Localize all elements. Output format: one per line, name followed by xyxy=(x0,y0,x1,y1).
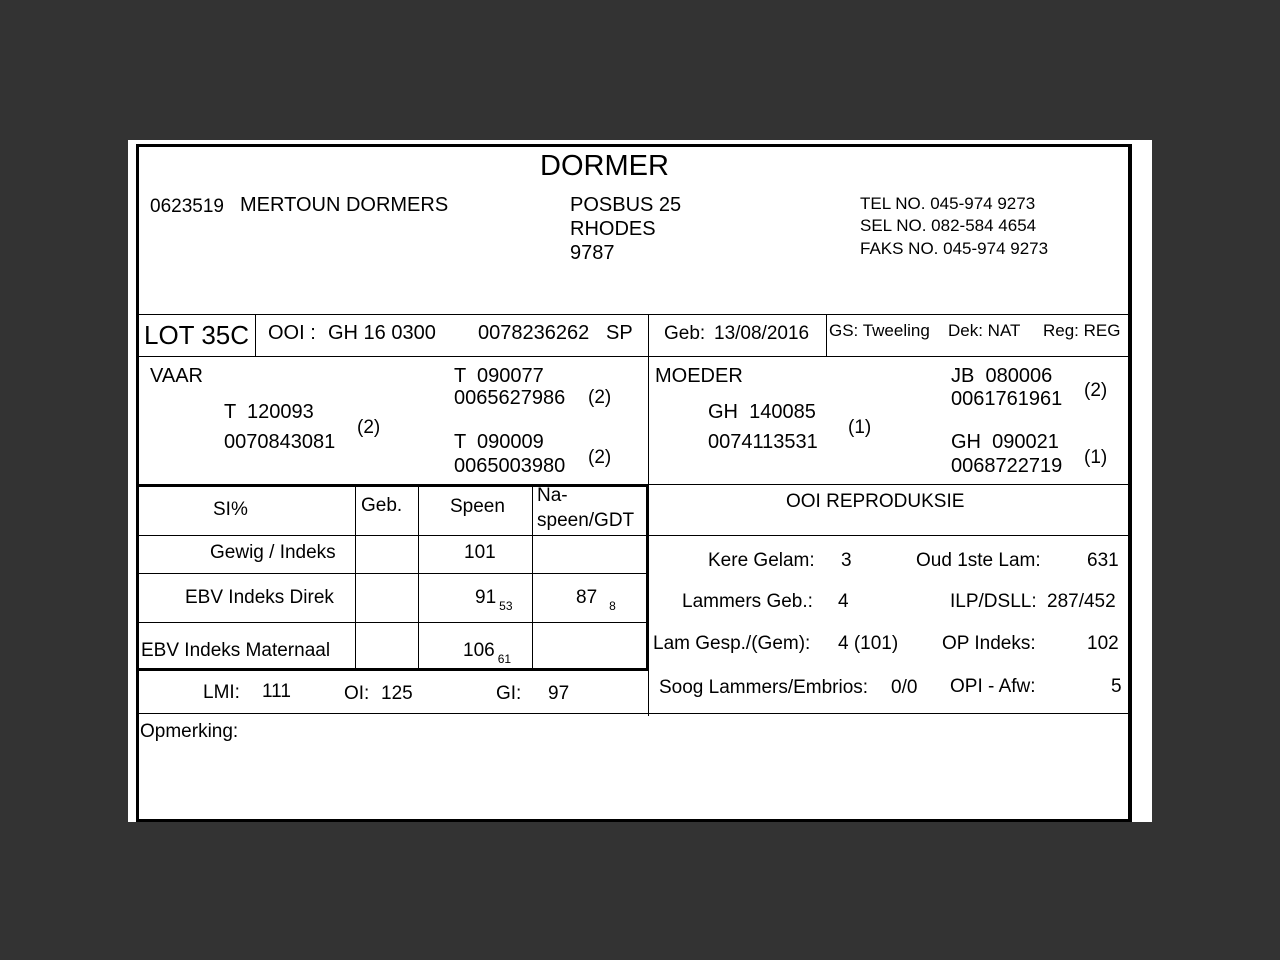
si-col-line-3 xyxy=(532,484,533,670)
si-row-line-2 xyxy=(138,573,648,574)
op-label: OP Indeks: xyxy=(942,633,1036,654)
si-row-speen-value: 106 xyxy=(463,640,495,661)
frame-left xyxy=(136,144,139,822)
si-header-speen-gdt: speen/GDT xyxy=(537,510,635,531)
address-line-3: 9787 xyxy=(570,242,615,264)
dam-id: GH 140085 xyxy=(708,401,816,423)
remarks-label: Opmerking: xyxy=(140,721,239,742)
vaar-label: VAAR xyxy=(150,365,203,387)
si-row-speen xyxy=(463,640,512,666)
ooi-label: OOI : xyxy=(268,322,316,344)
si-row-speen-accuracy: 61 xyxy=(497,652,512,666)
breed-title: DORMER xyxy=(540,150,669,182)
divider-indices-bottom xyxy=(138,713,1130,714)
divider-lot xyxy=(255,314,256,356)
dam-count: (1) xyxy=(848,417,872,438)
opi-value: 5 xyxy=(1111,676,1122,697)
gi-label: GI: xyxy=(496,683,522,704)
soog-value: 0/0 xyxy=(891,677,918,698)
si-header-geb: Geb. xyxy=(361,495,403,516)
gi-value: 97 xyxy=(548,683,570,704)
si-table-right xyxy=(646,484,649,671)
si-row-label: Gewig / Indeks xyxy=(210,542,336,563)
repro-title: OOI REPRODUKSIE xyxy=(786,491,965,512)
divider-ooi xyxy=(648,314,649,356)
dam-dam-reg: 0068722719 xyxy=(951,455,1063,477)
reg-number: 0078236262 xyxy=(478,322,590,344)
si-header-si: SI% xyxy=(213,499,248,520)
sale-card xyxy=(128,140,1152,822)
ooi-id: GH 16 0300 xyxy=(328,322,436,344)
sire-sire-id: T 090077 xyxy=(454,365,544,387)
sire-dam-reg: 0065003980 xyxy=(454,455,566,477)
divider-header xyxy=(138,314,1130,315)
geb-label: Geb: xyxy=(664,323,706,344)
divider-repro-title xyxy=(648,535,1130,536)
address-line-2: RHODES xyxy=(570,218,656,240)
lamgesp-value: 4 (101) xyxy=(838,633,899,654)
si-header-na: Na- xyxy=(537,485,568,506)
lmi-label: LMI: xyxy=(203,682,240,703)
si-col-line-1 xyxy=(355,484,356,670)
faks-number: FAKS NO. 045-974 9273 xyxy=(860,239,1049,258)
sire-sire-count: (2) xyxy=(588,387,612,408)
sire-sire-reg: 0065627986 xyxy=(454,387,566,409)
op-value: 102 xyxy=(1087,633,1119,654)
si-row-na xyxy=(576,587,616,613)
si-row-na-value: 87 xyxy=(576,587,598,608)
divider-geb xyxy=(826,314,827,356)
si-row-line-1 xyxy=(138,535,648,536)
dam-dam-count: (1) xyxy=(1084,447,1108,468)
lot-number: LOT 35C xyxy=(144,320,250,350)
sire-count: (2) xyxy=(357,417,381,438)
gs-tweeling: GS: Tweeling xyxy=(829,321,930,340)
sire-dam-id: T 090009 xyxy=(454,431,544,453)
moeder-label: MOEDER xyxy=(655,365,743,387)
si-col-line-2 xyxy=(418,484,419,670)
sel-number: SEL NO. 082-584 4654 xyxy=(860,216,1037,235)
ilp-label: ILP/DSLL: xyxy=(950,591,1037,612)
dam-sire-reg: 0061761961 xyxy=(951,388,1063,410)
si-table-bottom xyxy=(138,668,648,671)
opi-label: OPI - Afw: xyxy=(950,676,1036,697)
si-row-label: EBV Indeks Maternaal xyxy=(141,640,331,661)
oi-label: OI: xyxy=(344,683,370,704)
dek-method: Dek: NAT xyxy=(948,321,1021,340)
lmi-value: 111 xyxy=(262,681,291,702)
grade: SP xyxy=(606,322,633,344)
frame-top xyxy=(136,144,1131,147)
lamgesp-label: Lam Gesp./(Gem): xyxy=(653,633,811,654)
address-line-1: POSBUS 25 xyxy=(570,194,682,216)
dam-sire-id: JB 080006 xyxy=(951,365,1053,387)
frame-right xyxy=(1128,144,1132,822)
si-row-na-accuracy: 8 xyxy=(609,599,616,613)
sire-dam-count: (2) xyxy=(588,447,612,468)
frame-bottom xyxy=(136,819,1131,822)
si-row-speen-accuracy: 53 xyxy=(499,599,513,613)
oud-label: Oud 1ste Lam: xyxy=(916,550,1041,571)
si-row-label: EBV Indeks Direk xyxy=(185,587,334,608)
dam-sire-count: (2) xyxy=(1084,380,1108,401)
sire-id: T 120093 xyxy=(224,401,314,423)
ilp-value: 287/452 xyxy=(1047,591,1116,612)
oud-value: 631 xyxy=(1087,550,1119,571)
sire-reg: 0070843081 xyxy=(224,431,336,453)
si-row-line-3 xyxy=(138,622,648,623)
breeder-name: MERTOUN DORMERS xyxy=(240,194,449,216)
breeder-number: 0623519 xyxy=(150,196,224,217)
dam-dam-id: GH 090021 xyxy=(951,431,1059,453)
si-header-speen: Speen xyxy=(450,496,505,517)
dam-reg: 0074113531 xyxy=(708,431,818,453)
si-row-speen xyxy=(475,587,513,613)
kere-label: Kere Gelam: xyxy=(708,550,815,571)
kere-value: 3 xyxy=(841,550,852,571)
si-row-speen-value: 91 xyxy=(475,587,497,608)
tel-number: TEL NO. 045-974 9273 xyxy=(860,194,1036,213)
si-table-top xyxy=(138,484,648,487)
soog-label: Soog Lammers/Embrios: xyxy=(659,677,869,698)
lammers-value: 4 xyxy=(838,591,849,612)
si-row-speen: 101 xyxy=(464,542,496,563)
lammers-label: Lammers Geb.: xyxy=(682,591,813,612)
reg-status: Reg: REG xyxy=(1043,321,1121,340)
birth-date: 13/08/2016 xyxy=(714,323,810,344)
divider-lot-row xyxy=(138,356,1130,357)
oi-value: 125 xyxy=(381,683,413,704)
